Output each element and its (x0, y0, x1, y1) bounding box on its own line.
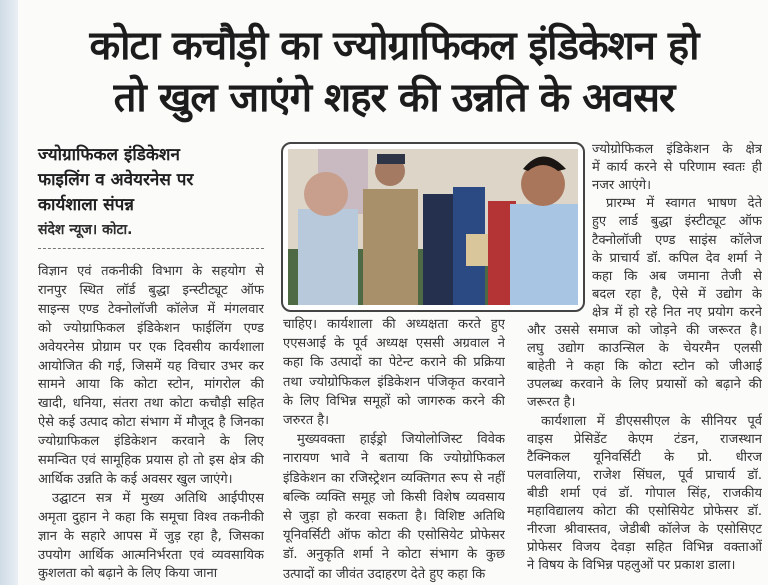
subheadline-line-2: फाइलिंग व अवेयरनेस पर (38, 170, 194, 190)
article-line: तथा ज्योग्रोफिकल इंडिकेशन पंजिकृत करवाने (283, 374, 505, 390)
article-line: उपलब्ध करवाने के लिए प्रयासों को बढ़ाने की (527, 377, 762, 393)
article-line: ज्ञान के सहारे आपस में जुड़ रहा है, जिसका (38, 528, 264, 544)
article-line: वाइस प्रेसिडेंट केएम टंडन, राजस्थान (527, 431, 762, 447)
article-line: लघु उद्योग काउन्सिल के चेयरमैन एलसी (527, 341, 762, 357)
article-line: नजर आएंगे। (592, 178, 652, 194)
article-line: बाहेती ने कहा कि कोटा स्टोन को जीआई (527, 359, 762, 375)
article-line: क्षेत्र में हो रहे नित नए प्रयोग करने (592, 304, 762, 320)
article-line: विज्ञान एवं तकनीकी विभाग के सहयोग से (38, 264, 264, 279)
article-line: कार्यशाला में डीएससीएल के सीनियर पूर्व (541, 413, 762, 429)
article-line: के लिए विभिन्न समूहों को जागरुक करने की (283, 393, 505, 409)
article-line: मुख्यवक्ता हाईड्रो जियोलोजिस्ट विवेक (297, 432, 505, 448)
article-line: सामने आया कि कोटा स्टोन, मांगरोल की (38, 377, 264, 393)
article-line: डॉ. अनुकृति शर्मा ने कोटा संभाग के कुछ (283, 547, 505, 563)
article-line: यूनिवर्सिटी ऑफ कोटा की एसोसियेट प्रोफेसर (283, 528, 505, 544)
article-line: टैक्निकल यूनिवर्सिटी के प्रो. धीरज (527, 449, 762, 465)
article-line: आर्थिक उन्नति के कई अवसर खुल जाएंगे। (38, 471, 233, 487)
article-line: प्रारम्भ में स्वागत भाषण देते (606, 196, 762, 212)
subheadline-line-3: कार्यशाला संपन्न (38, 195, 134, 215)
article-line: उद्घाटन सत्र में मुख्य अतिथि आईपीएस (52, 490, 264, 506)
article-line: कहा कि उत्पादों का पेटेन्ट कराने की प्रक्रिया (283, 355, 505, 371)
article-line: बल्कि व्यक्ति समूह जो किसी विशेष व्यवसाय (283, 489, 505, 505)
article-line: ने विषय के विभिन्न पहलुओं पर प्रकाश डाला। (527, 558, 736, 574)
article-line: ज्योग्रोफिकल इंडिकेशन के क्षेत्र (592, 142, 762, 157)
article-line: जरूरत है। (527, 395, 576, 411)
article-line: ऐसे कई उत्पाद कोटा संभाग में मौजूद है जिनका (38, 415, 264, 431)
article-line: अवेयरनेस प्रोग्राम पर एक दिवसीय कार्यशाला (38, 339, 264, 355)
headline-line-1: कोटा कचौड़ी का ज्योग्राफिकल इंडिकेशन हो (89, 23, 699, 69)
article-line: उत्पादों का जीवंत उदाहरण देते हुए कहा कि (283, 566, 486, 582)
dashed-divider (38, 248, 264, 249)
article-line: ज्योग्राफिकल इंडिकेशन करवाने के लिए (38, 434, 264, 450)
article-line: एएसआई के पूर्व अध्यक्ष एससी अग्रवाल ने (283, 336, 505, 352)
headline-line-2: तो खुल जाएंगे शहर की उन्नति के अवसर (113, 75, 675, 121)
article-line: साइन्स एण्ड टेक्नोलॉजी कॉलेज में मंगलवार (38, 301, 264, 317)
article-line: के प्राचार्य डॉ. कपिल देव शर्मा ने (592, 250, 762, 266)
photo-image (288, 149, 578, 305)
article-line: बीडी शर्मा एवं डॉ. गोपाल सिंह, राजकीय (527, 485, 762, 501)
article-line: चाहिए। कार्यशाला की अध्यक्षता करते हुए (283, 317, 505, 332)
article-line: प्रोफेसर विजय देवड़ा सहित विभिन्न वक्ताओं (527, 540, 762, 556)
article-line: में कार्य करने से परिणाम स्वतः ही (592, 160, 762, 176)
article-line: कुशलता को बढ़ाने के लिए किया जाना (38, 566, 218, 582)
news-photo (281, 142, 585, 312)
article-line: जरुरत है। (283, 413, 330, 428)
article-line: समन्वित एवं सामूहिक प्रयास हो तो इस क्षेत्र की (38, 453, 264, 468)
article-line: आयोजित की गई, जिसमें यह विचार उभर कर (38, 358, 264, 374)
article-line: उपयोग आर्थिक आत्मनिर्भरता एवं व्यवसायिक (38, 547, 264, 563)
article-line: को ज्योग्राफिकल इंडिकेशन फाईलिंग एण्ड (38, 320, 264, 336)
article-line: से जुड़ा हो करवा सकता है। विशिष्ट अतिथि (283, 509, 505, 524)
article-line: इंडिकेशन का रजिस्ट्रेशन व्यक्तिगत रूप से नहीं (283, 470, 505, 486)
article-line: नारायण भावे ने बताया कि ज्योग्रोफिकल (283, 451, 505, 467)
page-edge (0, 0, 18, 585)
article-line: कहा कि अब जमाना तेजी से (592, 268, 762, 284)
article-line: टैक्नोलॉजी एण्ड साइंस कॉलेज (592, 232, 762, 248)
article-line: महाविद्यालय कोटा की एसोसियेट प्रोफेसर डॉ. (527, 504, 762, 519)
article-line: और उससे समाज को जोड़ने की जरूरत है। (527, 323, 762, 338)
article-line: खादी, धनिया, संतरा तथा कोटा कचौड़ी सहित (38, 396, 264, 412)
article-line: नीरजा श्रीवास्तव, जेडीबी कॉलेज के एसोसिएट (527, 522, 762, 538)
article-line: पलवालिया, राजेश सिंघल, पूर्व प्राचार्य डॉ. (527, 467, 762, 483)
article-line: हुए लार्ड बुद्धा इंस्टीट्यूट ऑफ (592, 214, 762, 230)
article-line: रानपुर स्थित लॉर्ड बुद्धा इन्स्टीट्यूट ऑफ (38, 282, 264, 298)
article-line: अमृता दुहान ने कहा कि समूचा विश्व तकनीकी (38, 509, 264, 525)
article-line: बदल रहा है, ऐसे में उद्योग के (592, 286, 762, 302)
byline: संदेश न्यूज। कोटा. (38, 222, 133, 238)
subheadline-line-1: ज्योग्राफिकल इंडिकेशन (38, 145, 180, 165)
